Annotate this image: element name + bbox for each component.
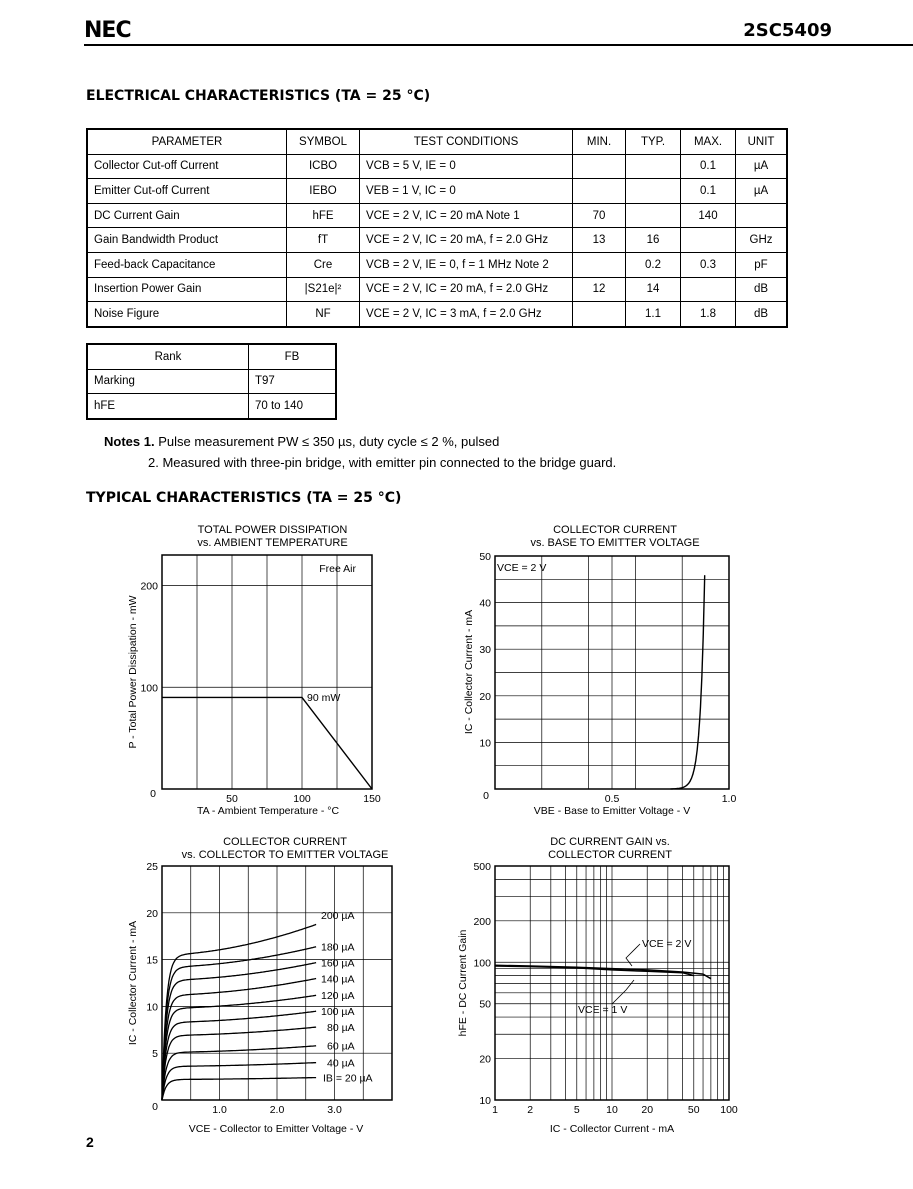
x-tick-label: 10 [606, 1104, 618, 1116]
table-cell: 1.8 [681, 302, 736, 327]
x-tick-label: 3.0 [327, 1104, 342, 1116]
table-cell: 0.1 [681, 179, 736, 204]
table-cell: pF [736, 252, 788, 277]
header-cell: TYP. [626, 129, 681, 154]
y-tick-label: 20 [479, 690, 491, 703]
table-cell: 0.2 [626, 252, 681, 277]
x-tick-label: 150 [363, 793, 381, 805]
y-tick-label: 200 [473, 915, 491, 928]
table-cell: Marking [87, 369, 249, 394]
y-axis-label: IC - Collector Current - mA [127, 920, 139, 1046]
curve-label: 180 µA [321, 941, 355, 954]
curve-label: 60 µA [327, 1040, 355, 1053]
header-cell: UNIT [736, 129, 788, 154]
header-cell: SYMBOL [287, 129, 360, 154]
electrical-characteristics-title: ELECTRICAL CHARACTERISTICS (TA = 25 °C) [86, 88, 431, 104]
curve-label: 160 µA [321, 957, 355, 970]
table-cell: 13 [573, 228, 626, 253]
table-cell: VCE = 2 V, IC = 20 mA, f = 2.0 GHz [360, 277, 573, 302]
origin-label: 0 [150, 788, 156, 800]
table-cell: Feed-back Capacitance [87, 252, 287, 277]
table-cell: µA [736, 179, 788, 204]
x-tick-label: 1.0 [721, 793, 737, 805]
header-cell: TEST CONDITIONS [360, 129, 573, 154]
curve-label: 80 µA [327, 1021, 355, 1034]
origin-label: 0 [152, 1101, 158, 1113]
y-tick-label: 25 [146, 861, 158, 873]
table-cell: VCB = 2 V, IE = 0, f = 1 MHz Note 2 [360, 252, 573, 277]
annotation-vce: VCE = 2 V [497, 562, 547, 574]
table-cell: 0.3 [681, 252, 736, 277]
table-cell: 70 [573, 203, 626, 228]
ic-curve [162, 1011, 316, 1100]
chart-title-line: TOTAL POWER DISSIPATION [197, 524, 348, 536]
table-cell: µA [736, 154, 788, 179]
chart-title-line: vs. BASE TO EMITTER VOLTAGE [530, 537, 700, 549]
table-cell: hFE [87, 394, 249, 419]
x-tick-label: 1 [492, 1104, 498, 1116]
table-cell: 16 [626, 228, 681, 253]
ic-curve [162, 1046, 316, 1100]
ic-curve [162, 979, 316, 1101]
curve-label: 140 µA [321, 973, 355, 986]
table-cell: 0.1 [681, 154, 736, 179]
y-axis-label: hFE - DC Current Gain [457, 929, 469, 1037]
x-tick-label: 0.5 [604, 793, 620, 805]
table-cell: VEB = 1 V, IC = 0 [360, 179, 573, 204]
curve-label: IB = 20 µA [323, 1072, 373, 1085]
annotation-vce-1v: VCE = 1 V [578, 1004, 628, 1016]
table-cell: 140 [681, 203, 736, 228]
typical-characteristics-title: TYPICAL CHARACTERISTICS (TA = 25 °C) [86, 490, 402, 506]
y-tick-label: 50 [479, 998, 491, 1011]
ic-curve [162, 947, 316, 1100]
table-cell: VCE = 2 V, IC = 3 mA, f = 2.0 GHz [360, 302, 573, 327]
header-cell: MIN. [573, 129, 626, 154]
x-tick-label: 2 [527, 1104, 534, 1116]
y-tick-label: 100 [473, 957, 491, 970]
x-tick-label: 1.0 [212, 1104, 227, 1116]
curve-label: 120 µA [321, 990, 355, 1003]
note-2: 2. Measured with three-pin bridge, with emitter pin connected to the bridge guard. [148, 455, 617, 470]
annotation-90mw: 90 mW [307, 692, 341, 704]
x-tick-label: 50 [226, 793, 238, 805]
table-cell: Noise Figure [87, 302, 287, 327]
ic-curve [162, 1078, 316, 1100]
table-cell: dB [736, 277, 788, 302]
header-cell: MAX. [681, 129, 736, 154]
x-tick-label: 100 [293, 793, 311, 805]
table-cell: Cre [287, 252, 360, 277]
table-cell: VCE = 2 V, IC = 20 mA Note 1 [360, 203, 573, 228]
x-tick-label: 2.0 [269, 1104, 285, 1116]
table-cell: VCE = 2 V, IC = 20 mA, f = 2.0 GHz [360, 228, 573, 253]
table-cell: Rank [87, 344, 249, 369]
table-cell: Collector Cut-off Current [87, 154, 287, 179]
table-cell: Gain Bandwidth Product [87, 228, 287, 253]
x-axis-label: VBE - Base to Emitter Voltage - V [533, 805, 691, 817]
y-tick-label: 10 [479, 737, 491, 750]
annotation-free-air: Free Air [319, 563, 356, 575]
x-tick-label: 20 [641, 1104, 654, 1116]
table-cell: VCB = 5 V, IE = 0 [360, 154, 573, 179]
table-cell: T97 [249, 369, 337, 394]
y-axis-label: P - Total Power Dissipation - mW [127, 595, 139, 749]
table-cell: IEBO [287, 179, 360, 204]
ic-curve [162, 1063, 316, 1100]
table-cell: 12 [573, 277, 626, 302]
annotation-leader [626, 944, 640, 966]
x-tick-label: 50 [687, 1104, 700, 1116]
y-tick-label: 40 [479, 597, 491, 610]
table-cell: 1.1 [626, 302, 681, 327]
chart-title-line: vs. COLLECTOR TO EMITTER VOLTAGE [181, 849, 389, 861]
table-cell: FB [249, 344, 337, 369]
notes-label: Notes 1. [104, 434, 155, 449]
curve-label: 200 µA [321, 910, 355, 923]
chart-title-line: vs. AMBIENT TEMPERATURE [197, 537, 348, 549]
page-number: 2 [86, 1134, 94, 1150]
y-tick-label: 10 [146, 1001, 158, 1014]
chart-title-line: COLLECTOR CURRENT [548, 849, 672, 861]
y-tick-label: 15 [146, 954, 158, 967]
chart-title-line: DC CURRENT GAIN vs. [550, 836, 670, 848]
chart-title-line: COLLECTOR CURRENT [553, 524, 677, 536]
y-tick-label: 5 [152, 1048, 158, 1061]
table-cell: 14 [626, 277, 681, 302]
chart-power-dissipation [127, 555, 381, 817]
curve-label: 40 µA [327, 1057, 355, 1070]
y-axis-label: IC - Collector Current - mA [463, 609, 475, 735]
annotation-vce-2v: VCE = 2 V [642, 938, 692, 950]
ic-vbe-curve [671, 575, 705, 789]
x-axis-label: TA - Ambient Temperature - °C [196, 805, 340, 817]
y-tick-label: 20 [479, 1053, 491, 1066]
y-tick-label: 10 [479, 1095, 491, 1107]
table-cell: |S21e|² [287, 277, 360, 302]
y-tick-label: 200 [140, 580, 158, 593]
table-cell: hFE [287, 203, 360, 228]
table-cell: dB [736, 302, 788, 327]
y-tick-label: 50 [479, 551, 491, 563]
nec-logo: NEC [84, 18, 131, 43]
y-tick-label: 100 [140, 682, 158, 695]
table-cell: GHz [736, 228, 788, 253]
y-tick-label: 500 [473, 861, 491, 873]
table-cell: ICBO [287, 154, 360, 179]
table-cell: fT [287, 228, 360, 253]
x-axis-label: VCE - Collector to Emitter Voltage - V [188, 1123, 364, 1135]
header-cell: PARAMETER [87, 129, 287, 154]
table-cell: 70 to 140 [249, 394, 337, 419]
x-tick-label: 100 [720, 1104, 738, 1116]
origin-label: 0 [483, 790, 489, 802]
ic-curve [162, 924, 316, 1100]
x-tick-label: 5 [573, 1104, 580, 1116]
x-axis-label: IC - Collector Current - mA [549, 1123, 675, 1135]
part-number: 2SC5409 [743, 20, 832, 41]
chart-hfe-vs-ic [457, 861, 738, 1135]
chart-title-line: COLLECTOR CURRENT [223, 836, 347, 848]
chart-ic-vs-vbe [463, 551, 736, 817]
chart-ic-vs-vce [127, 861, 392, 1135]
y-tick-label: 30 [479, 644, 491, 657]
table-cell: Insertion Power Gain [87, 277, 287, 302]
table-cell: NF [287, 302, 360, 327]
table-cell: DC Current Gain [87, 203, 287, 228]
table-cell: Emitter Cut-off Current [87, 179, 287, 204]
y-tick-label: 20 [146, 907, 158, 920]
curve-label: 100 µA [321, 1006, 355, 1019]
note-1: Pulse measurement PW ≤ 350 µs, duty cycle ≤ 2 %, pulsed [158, 434, 500, 449]
